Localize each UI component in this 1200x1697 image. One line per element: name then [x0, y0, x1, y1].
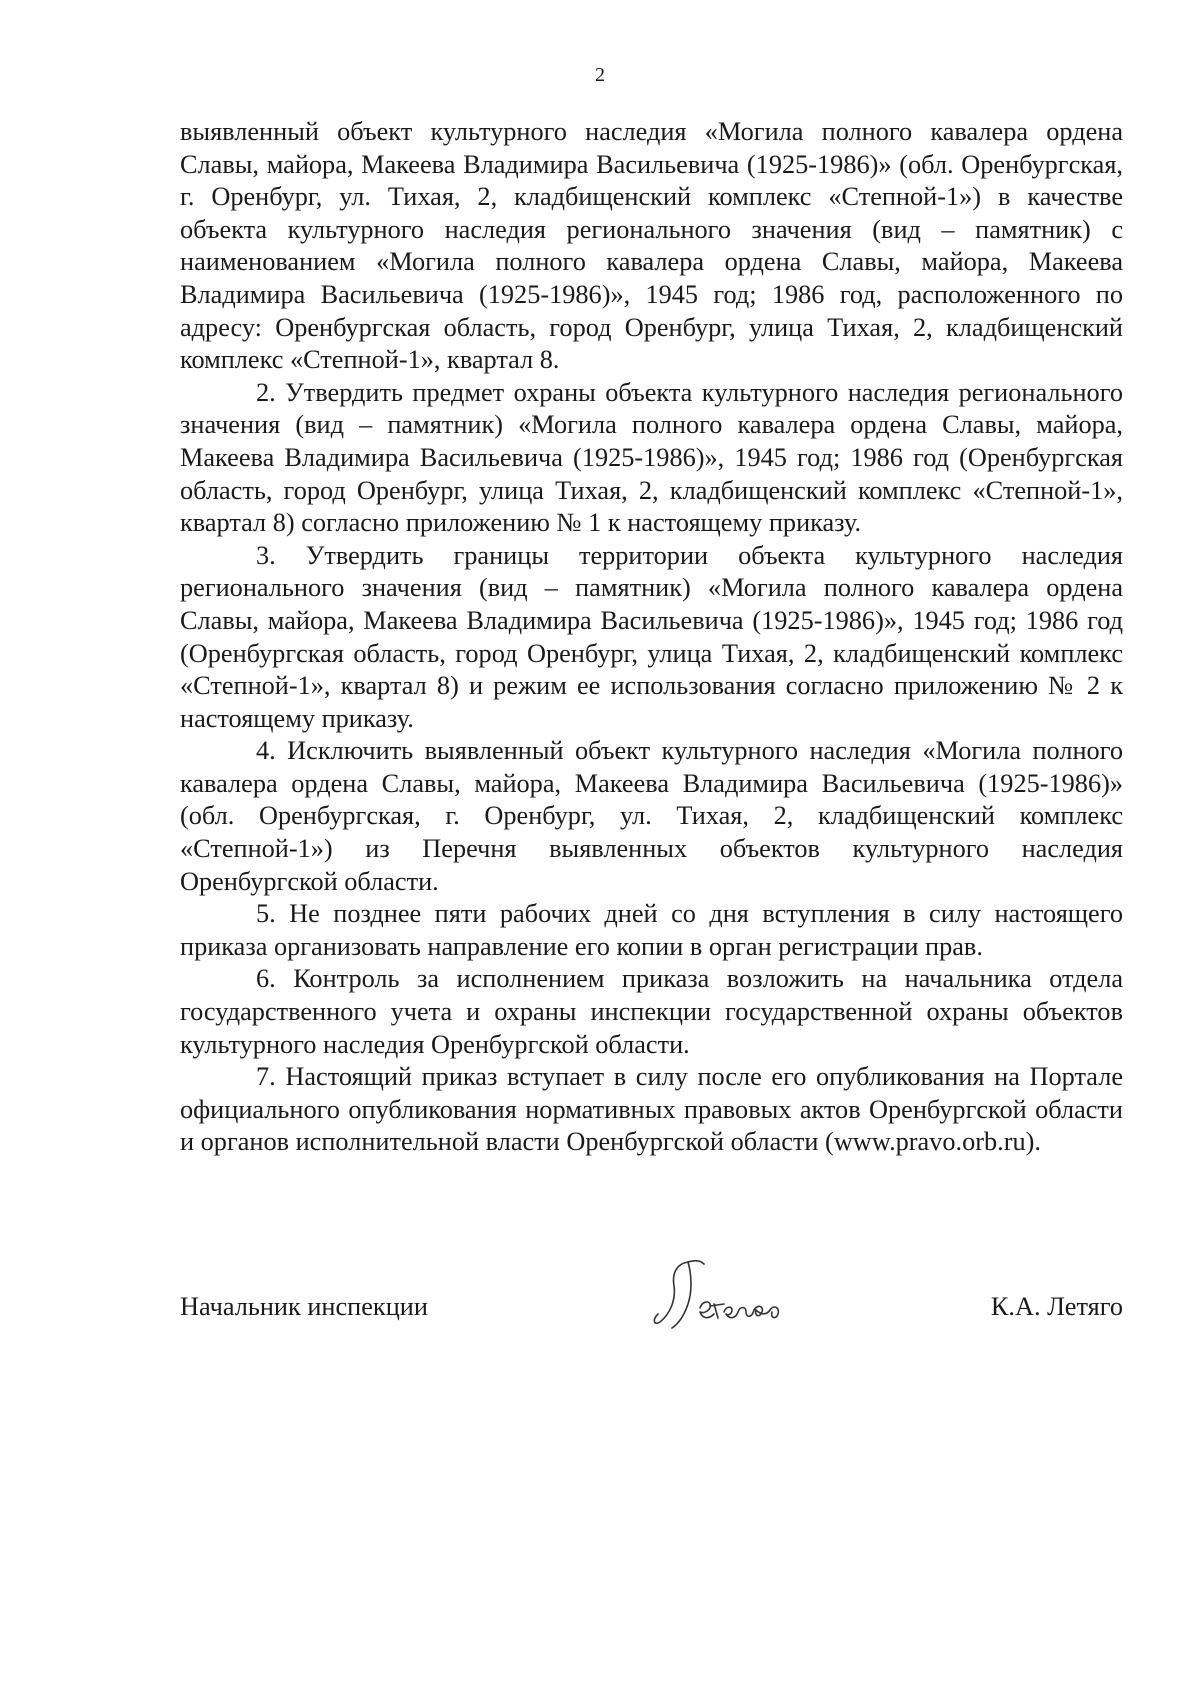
paragraph-2: 2. Утвердить предмет охраны объекта культурного наследия регионального значения (вид – памятник) «Могила полного кавалера ордена Славы, майора, Макеева Владимира Васильевича (1925-1986)», 1945 год; 1986 год (Оренбургская область, город Оренбург, улица Тихая, 2, кладбищенский комплекс «Степной-1», квартал 8) согласно приложению № 1 к настоящему приказу. — [180, 377, 1123, 538]
document-body — [180, 116, 1123, 1159]
paragraph-3: 3. Утвердить границы территории объекта культурного наследия регионального значения (вид – памятник) «Могила полного кавалера ордена Славы, майора, Макеева Владимира Васильевича (1925-1986)», 1945 год; 1986 год (Оренбургская область, город Оренбург, улица Тихая, 2, кладбищенский комплекс «Степной-1», квартал 8) и режим ее использования согласно приложению № 2 к настоящему приказу. — [180, 540, 1123, 733]
paragraph-6: 6. Контроль за исполнением приказа возложить на начальника отдела государственного учета и охраны инспекции государственной охраны объектов культурного наследия Оренбургской области. — [180, 964, 1123, 1059]
paragraph-7: 7. Настоящий приказ вступает в силу после его опубликования на Портале официального опубликования нормативных правовых актов Оренбургской области и органов исполнительной власти Оренбургской области (www.pravo.orb.ru). — [180, 1062, 1123, 1157]
signatory-role: Начальник инспекции — [180, 1292, 428, 1321]
signatory-name: К.А. Летяго — [990, 1292, 1123, 1321]
paragraph-4: 4. Исключить выявленный объект культурного наследия «Могила полного кавалера ордена Славы, майора, Макеева Владимира Васильевича (1925-1986)» (обл. Оренбургская, г. Оренбург, ул. Тихая, 2, кладбищенский комплекс «Степной-1») из Перечня выявленных объектов культурного наследия Оренбургской области. — [180, 736, 1123, 896]
paragraph-5: 5. Не позднее пяти рабочих дней со дня вступления в силу настоящего приказа организовать направление его копии в орган регистрации прав. — [180, 899, 1123, 961]
page-number: 2 — [595, 64, 605, 86]
signature-block — [180, 1284, 1123, 1344]
handwritten-signature — [648, 1252, 808, 1338]
paragraph-1-continuation: выявленный объект культурного наследия «Могила полного кавалера ордена Славы, майора, Макеева Владимира Васильевича (1925-1986)» (обл. Оренбургская, г. Оренбург, ул. Тихая, 2, кладбищенский комплекс «Степной-1») в качестве объекта культурного наследия регионального значения (вид – памятник) с наименованием «Могила полного кавалера ордена Славы, майора, Макеева Владимира Васильевича (1925-1986)», 1945 год; 1986 год, расположенного по адресу: Оренбургская область, город Оренбург, улица Тихая, 2, кладбищенский комплекс «Степной-1», квартал 8. — [180, 117, 1123, 375]
